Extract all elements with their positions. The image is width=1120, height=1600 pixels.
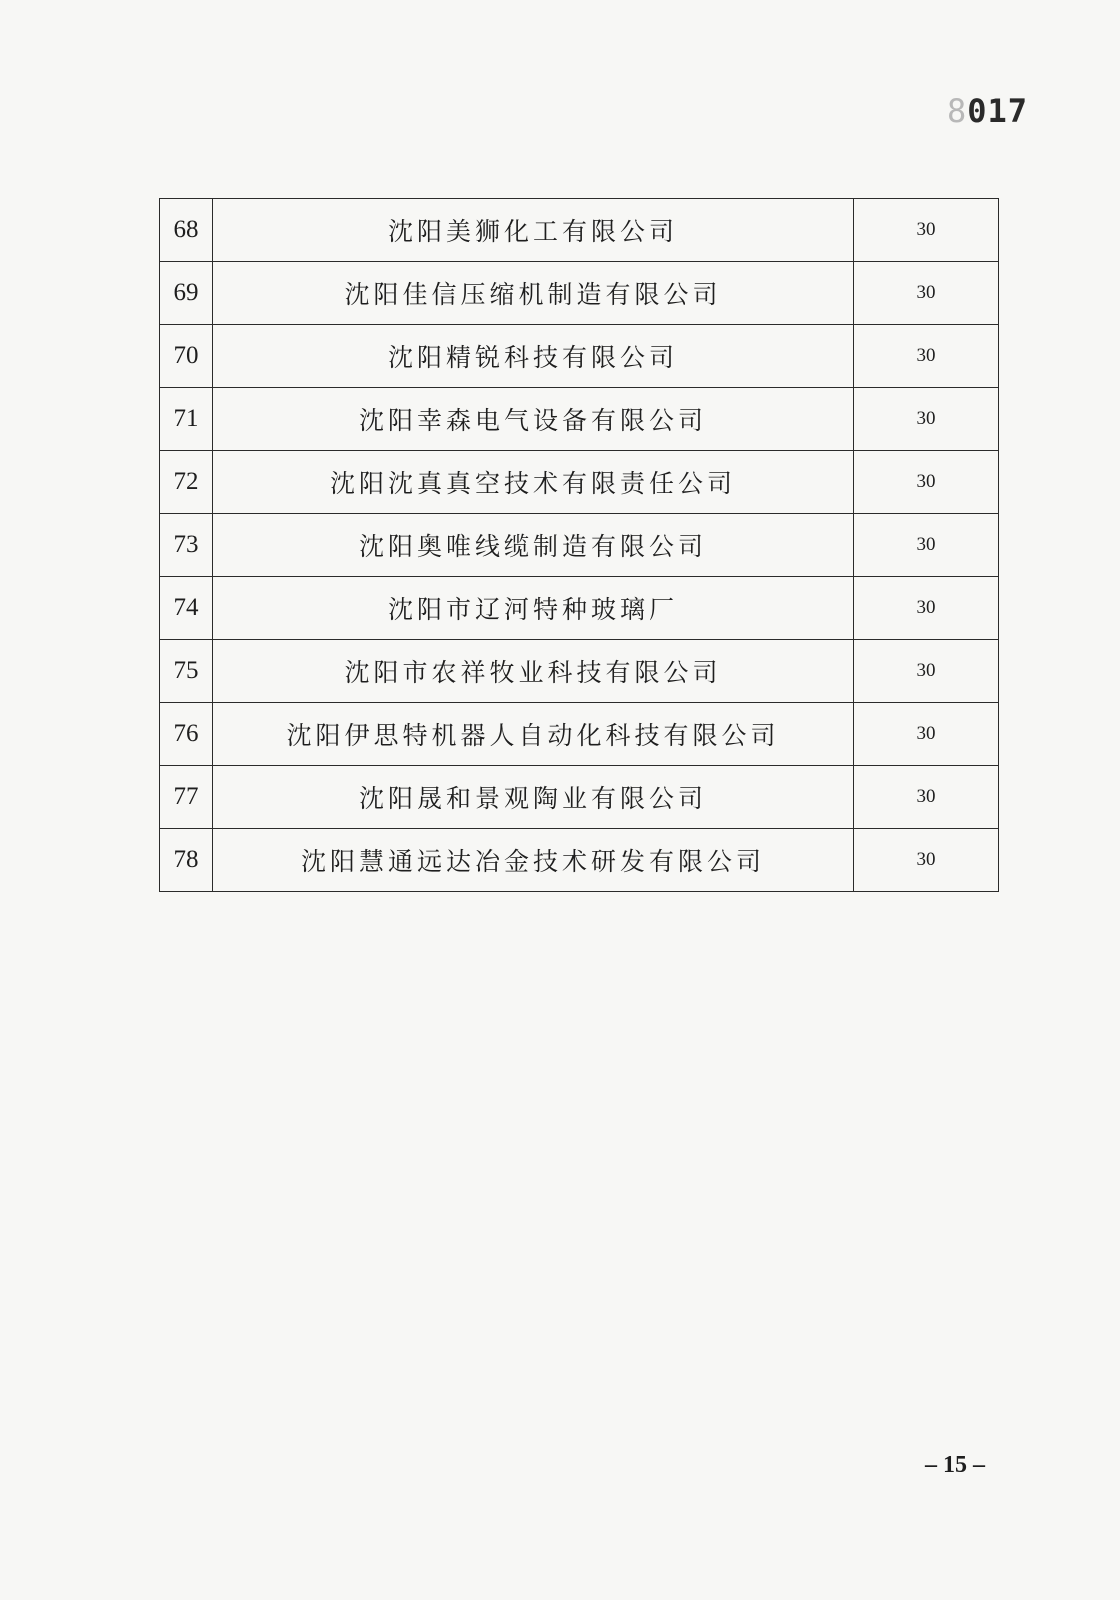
score: 30 xyxy=(854,388,999,451)
score: 30 xyxy=(854,829,999,892)
row-number: 77 xyxy=(160,766,213,829)
company-name: 沈阳伊思特机器人自动化科技有限公司 xyxy=(213,703,854,766)
score: 30 xyxy=(854,199,999,262)
table-row xyxy=(160,640,999,703)
company-name: 沈阳奥唯线缆制造有限公司 xyxy=(213,514,854,577)
row-number: 70 xyxy=(160,325,213,388)
score: 30 xyxy=(854,262,999,325)
row-number: 75 xyxy=(160,640,213,703)
company-name: 沈阳晟和景观陶业有限公司 xyxy=(213,766,854,829)
table-row xyxy=(160,766,999,829)
table-row xyxy=(160,514,999,577)
company-name: 沈阳沈真真空技术有限责任公司 xyxy=(213,451,854,514)
company-name: 沈阳美狮化工有限公司 xyxy=(213,199,854,262)
table-row xyxy=(160,451,999,514)
row-number: 73 xyxy=(160,514,213,577)
row-number: 69 xyxy=(160,262,213,325)
company-table xyxy=(159,198,999,892)
table-row xyxy=(160,325,999,388)
company-name: 沈阳市辽河特种玻璃厂 xyxy=(213,577,854,640)
row-number: 71 xyxy=(160,388,213,451)
table-row xyxy=(160,703,999,766)
row-number: 72 xyxy=(160,451,213,514)
score: 30 xyxy=(854,514,999,577)
row-number: 78 xyxy=(160,829,213,892)
company-name: 沈阳精锐科技有限公司 xyxy=(213,325,854,388)
company-name: 沈阳慧通远达冶金技术研发有限公司 xyxy=(213,829,854,892)
stamp-digits: 017 xyxy=(967,92,1028,130)
row-number: 74 xyxy=(160,577,213,640)
table-row xyxy=(160,262,999,325)
company-name: 沈阳市农祥牧业科技有限公司 xyxy=(213,640,854,703)
table-row xyxy=(160,388,999,451)
company-name: 沈阳幸森电气设备有限公司 xyxy=(213,388,854,451)
score: 30 xyxy=(854,640,999,703)
table-row xyxy=(160,199,999,262)
row-number: 76 xyxy=(160,703,213,766)
score: 30 xyxy=(854,451,999,514)
stamp-faded-digit: 8 xyxy=(946,92,968,130)
score: 30 xyxy=(854,577,999,640)
score: 30 xyxy=(854,766,999,829)
company-name: 沈阳佳信压缩机制造有限公司 xyxy=(213,262,854,325)
table-row xyxy=(160,829,999,892)
page-number: – 15 – xyxy=(925,1452,985,1478)
score: 30 xyxy=(854,325,999,388)
page-stamp xyxy=(947,92,1028,130)
table-row xyxy=(160,577,999,640)
score: 30 xyxy=(854,703,999,766)
row-number: 68 xyxy=(160,199,213,262)
